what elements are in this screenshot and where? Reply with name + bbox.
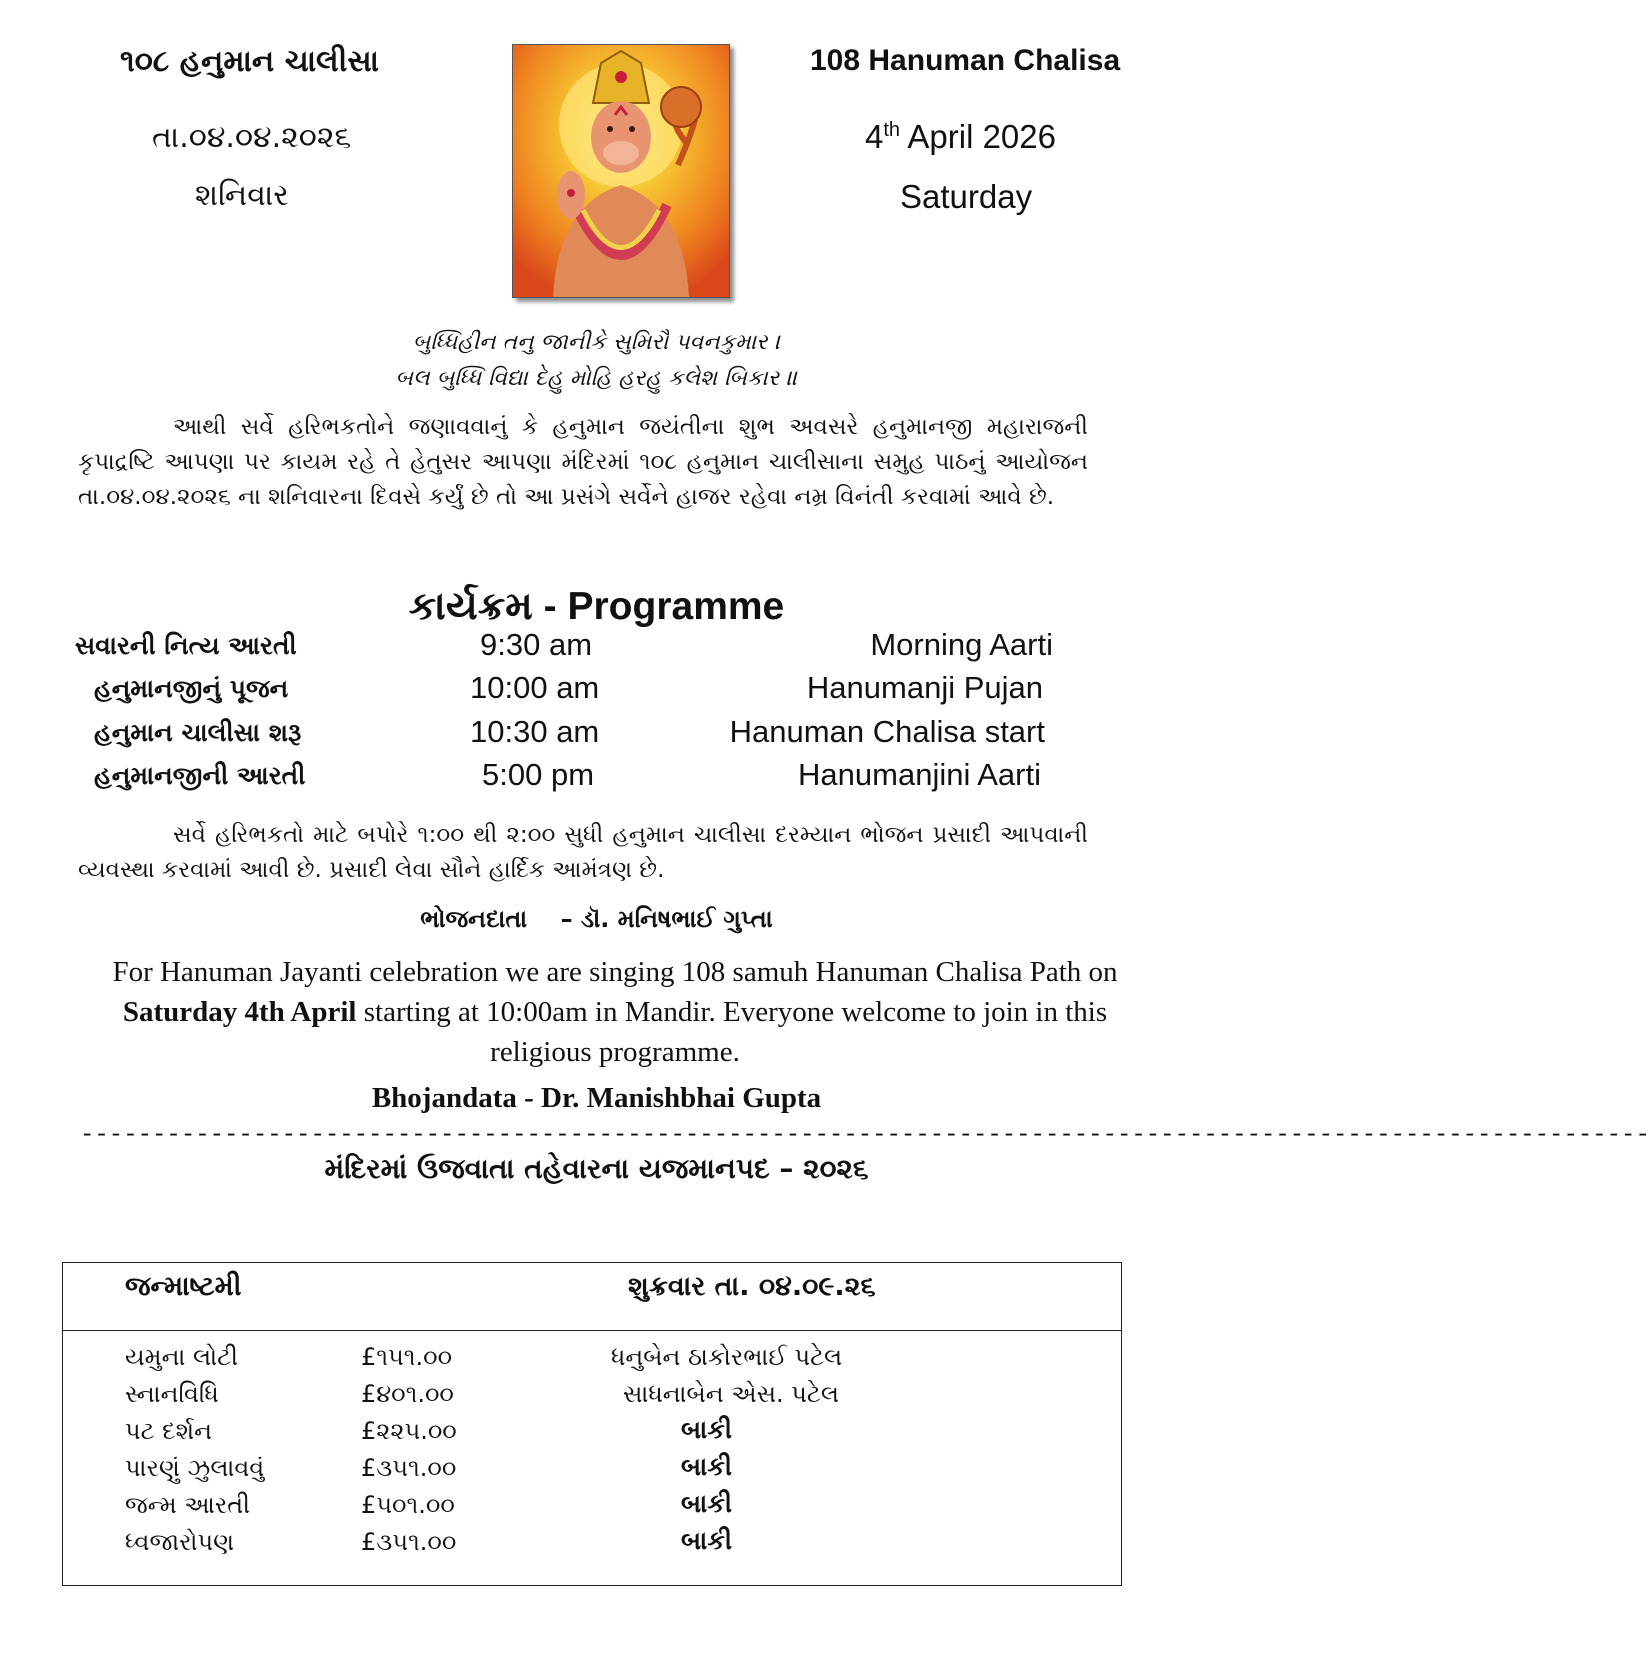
table-sponsor: બાકી	[681, 1452, 733, 1481]
programme-guj: હનુમાન ચાલીસા શરૂ	[94, 718, 302, 747]
en-date-day: 4	[865, 118, 884, 155]
programme-row	[0, 712, 1193, 758]
programme-row	[0, 755, 1193, 801]
prasad-paragraph: સર્વે હરિભકતો માટે બપોરે ૧:૦૦ થી ૨:૦૦ સુધી હનુમાન ચાલીસા દરમ્યાન ભોજન પ્રસાદી આપવાની વ્યવસ્થા કરવામાં આવી છે. પ્રસાદી લેવા સૌને હાર્દિક આમંત્રણ છે.	[78, 822, 1088, 883]
table-sponsor: સાધનાબેન એસ. પટેલ	[623, 1380, 839, 1408]
en-date	[865, 118, 1056, 156]
english-notice	[100, 952, 1130, 1072]
doha-line-2: બલ બુધ્ધિ વિદ્યા દેહુ મોહિ હરહુ કલેશ બિકાર ॥	[395, 366, 798, 391]
programme-guj: હનુમાનજીની આરતી	[94, 761, 306, 790]
intro-paragraph: આથી સર્વે હરિભકતોને જણાવવાનું કે હનુમાન જયંતીના શુભ અવસરે હનુમાનજી મહારાજની કૃપાદ્રષ્ટિ આપણા પર કાયમ રહે તે હેતુસર આપણા મંદિરમાં ૧૦૮ હનુમાન ચાલીસાના સમુહ પાઠનું આયોજન તા.૦૪.૦૪.૨૦૨૬ ના શનિવારના દિવસે કર્યું છે તો આ પ્રસંગે સર્વેને હાજર રહેવા નમ્ર વિનંતી કરવામાં આવે છે.	[78, 414, 1088, 510]
guj-day: શનિવાર	[195, 178, 289, 213]
programme-guj: હનુમાનજીનું પૂજન	[94, 674, 289, 703]
doha-line-1: બુધ્ધિહીન તનુ જાનીકે સુમિરૌ પવનકુમાર ।	[412, 330, 781, 355]
table-header-divider	[63, 1330, 1121, 1331]
table-item: સ્નાનવિધિ	[125, 1380, 219, 1408]
table-item: પારણું ઝુલાવવું	[125, 1454, 265, 1482]
table-amount: £૩૫૧.૦૦	[361, 1528, 457, 1556]
divider: -------------------------------------------------------------------------------------------------------------	[80, 1122, 1650, 1149]
hanuman-illustration	[513, 45, 729, 297]
bhojandata-guj: ભોજનદાતા – ડૉ. મનિષભાઈ ગુપ્તા	[420, 905, 773, 933]
table-amount: £૩૫૧.૦૦	[361, 1454, 457, 1482]
programme-time: 9:30 am	[480, 627, 593, 662]
table-sponsor: બાકી	[681, 1489, 733, 1518]
table-item: પટ દર્શન	[125, 1417, 212, 1445]
programme-row	[0, 625, 1193, 671]
table-amount: £૫૦૧.૦૦	[361, 1491, 455, 1519]
table-amount: £૪૦૧.૦૦	[361, 1380, 454, 1408]
programme-en: Morning Aarti	[870, 627, 1053, 662]
festival-title: મંદિરમાં ઉજવાતા તહેવારના યજમાનપદ – ૨૦૨૬	[324, 1152, 869, 1185]
guj-date: તા.૦૪.૦૪.૨૦૨૬	[152, 120, 352, 155]
festival-table	[62, 1262, 1122, 1586]
english-notice-bold: Saturday 4th April	[122, 996, 357, 1028]
programme-en: Hanuman Chalisa start	[729, 714, 1045, 749]
festival-name: જન્માષ્ટમી	[125, 1271, 242, 1302]
programme-en: Hanumanji Pujan	[806, 670, 1043, 705]
table-sponsor: બાકી	[681, 1415, 733, 1444]
english-notice-part2: starting at 10:00am in Mandir. Everyone welcome to join in this religious programme.	[356, 996, 1108, 1068]
table-amount: £૧૫૧.૦૦	[361, 1343, 453, 1371]
table-item: ધ્વજારોપણ	[125, 1528, 235, 1556]
en-date-suffix: th	[883, 119, 901, 141]
english-notice-part1: For Hanuman Jayanti celebration we are singing 108 samuh Hanuman Chalisa Path on	[112, 956, 1118, 988]
hanuman-image	[512, 44, 730, 298]
festival-date: શુક્રવાર તા. ૦૪.૦૯.૨૬	[628, 1271, 876, 1302]
table-amount: £૨૨૫.૦૦	[361, 1417, 457, 1445]
programme-en: Hanumanjini Aarti	[798, 757, 1041, 792]
programme-time: 10:30 am	[470, 714, 600, 749]
table-item: જન્મ આરતી	[125, 1491, 251, 1519]
table-item: યમુના લોટી	[125, 1343, 238, 1371]
en-title: 108 Hanuman Chalisa	[810, 44, 1121, 77]
programme-guj: સવારની નિત્ય આરતી	[75, 631, 297, 660]
en-date-rest: April 2026	[900, 118, 1056, 155]
bhojandata-en: Bhojandata - Dr. Manishbhai Gupta	[371, 1082, 822, 1114]
guj-title: ૧૦૮ હનુમાન ચાલીસા	[120, 44, 379, 79]
programme-time: 5:00 pm	[482, 757, 595, 792]
programme-row	[0, 668, 1193, 714]
programme-time: 10:00 am	[470, 670, 600, 705]
programme-title: કાર્યક્રમ - Programme	[408, 585, 785, 628]
en-day: Saturday	[900, 178, 1033, 215]
table-sponsor: ધનુબેન ઠાકોરભાઈ પટેલ	[611, 1343, 843, 1371]
table-sponsor: બાકી	[681, 1526, 733, 1555]
